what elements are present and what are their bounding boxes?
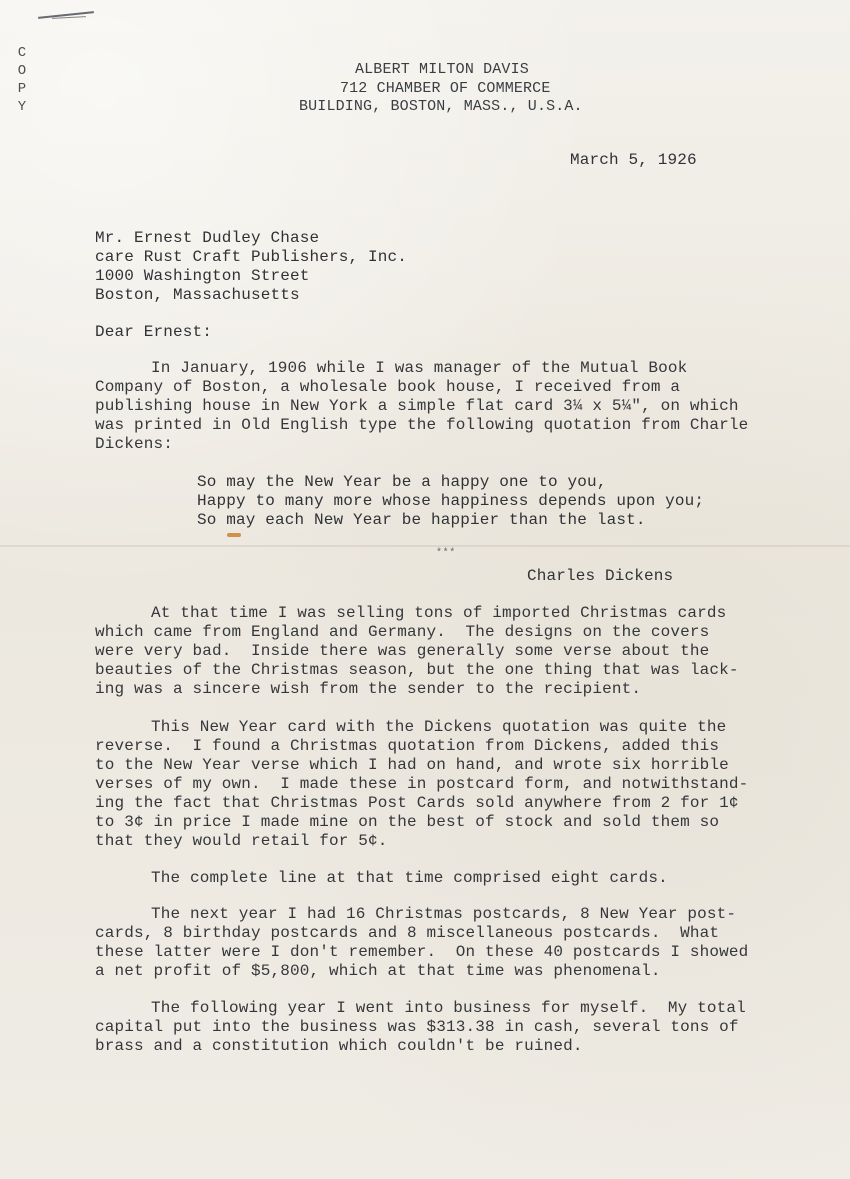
paragraph-2-line-2: which came from England and Germany. The designs on the covers [95,623,710,641]
paragraph-5-line-1: The next year I had 16 Christmas postcards, 8 New Year post- [151,905,737,923]
paragraph-1-line-5: Dickens: [95,435,174,453]
paragraph-6-line-3: brass and a constitution which couldn't be ruined. [95,1037,583,1055]
letter-date: March 5, 1926 [570,151,697,169]
paper-fold-line [0,545,850,547]
paragraph-3-line-1: This New Year card with the Dickens quotation was quite the [151,718,727,736]
recipient-line-1: Mr. Ernest Dudley Chase [95,229,320,247]
letterhead-address-line-2: BUILDING, BOSTON, MASS., U.S.A. [299,98,583,115]
paragraph-3-line-7: that they would retail for 5¢. [95,832,388,850]
paragraph-3-line-5: ing the fact that Christmas Post Cards sold anywhere from 2 for 1¢ [95,794,739,812]
copy-stamp: C O P Y [17,45,27,115]
paragraph-2-line-1: At that time I was selling tons of imported Christmas cards [151,604,727,622]
paragraph-6-line-1: The following year I went into business for myself. My total [151,999,746,1017]
paragraph-3-line-3: to the New Year verse which I had on hand, and wrote six horrible [95,756,729,774]
paragraph-5-line-3: these latter were I don't remember. On these 40 postcards I showed [95,943,749,961]
paragraph-1-line-4: was printed in Old English type the following quotation from Charle [95,416,749,434]
recipient-line-4: Boston, Massachusetts [95,286,300,304]
paragraph-2-line-3: were very bad. Inside there was generally some verse about the [95,642,710,660]
paragraph-6-line-2: capital put into the business was $313.38 in cash, several tons of [95,1018,739,1036]
paragraph-4-line-1: The complete line at that time comprised eight cards. [151,869,668,887]
letterhead-name: ALBERT MILTON DAVIS [355,61,529,78]
paragraph-1-line-1: In January, 1906 while I was manager of the Mutual Book [151,359,688,377]
paragraph-1-line-2: Company of Boston, a wholesale book house, I received from a [95,378,681,396]
paragraph-3-line-2: reverse. I found a Christmas quotation from Dickens, added this [95,737,720,755]
quotation-line-2: Happy to many more whose happiness depends upon you; [197,492,705,510]
paragraph-3-line-4: verses of my own. I made these in postcard form, and notwithstand- [95,775,749,793]
paragraph-3-line-6: to 3¢ in price I made mine on the best of stock and sold them so [95,813,720,831]
letterhead-address-line-1: 712 CHAMBER OF COMMERCE [340,80,551,97]
quotation-attribution: Charles Dickens [527,567,674,585]
paragraph-2-line-4: beauties of the Christmas season, but the one thing that was lack- [95,661,739,679]
paragraph-5-line-4: a net profit of $5,800, which at that time was phenomenal. [95,962,661,980]
paragraph-5-line-2: cards, 8 birthday postcards and 8 miscellaneous postcards. What [95,924,720,942]
quotation-separator: *** [436,548,456,559]
salutation: Dear Ernest: [95,323,213,341]
recipient-line-2: care Rust Craft Publishers, Inc. [95,248,408,266]
quotation-line-1: So may the New Year be a happy one to you, [197,473,607,491]
recipient-line-3: 1000 Washington Street [95,267,310,285]
paragraph-1-line-3: publishing house in New York a simple flat card 3¼ x 5¼", on which [95,397,739,415]
paragraph-2-line-5: ing was a sincere wish from the sender to the recipient. [95,680,642,698]
paper-stain-icon [227,533,241,537]
quotation-line-3: So may each New Year be happier than the last. [197,511,646,529]
